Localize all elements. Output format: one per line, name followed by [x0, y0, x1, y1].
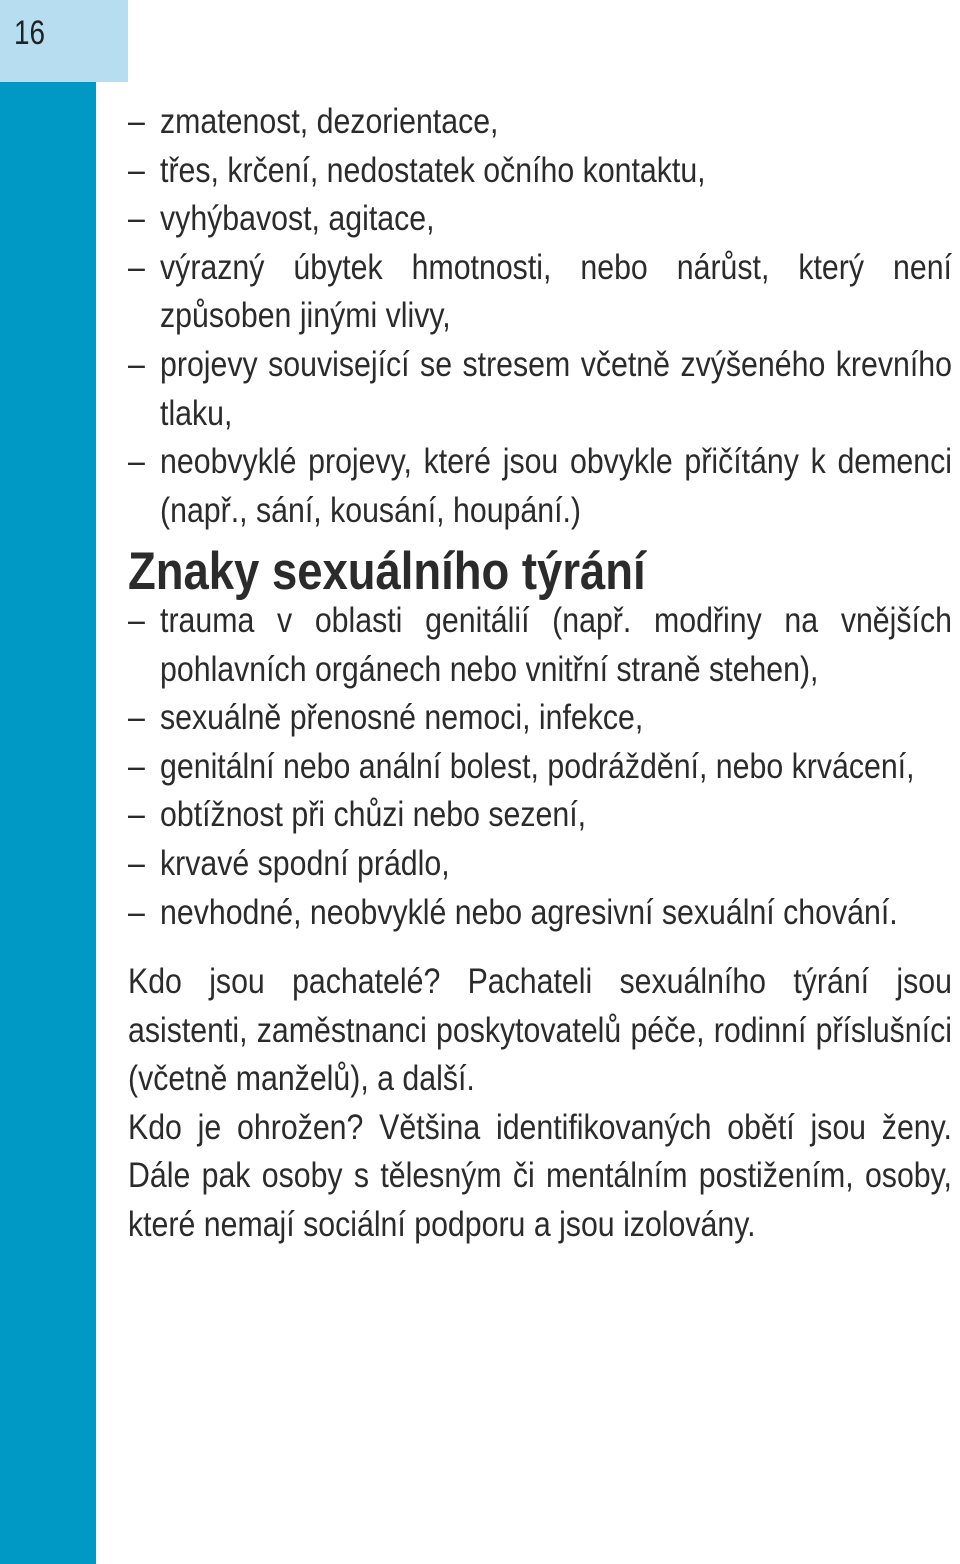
behaviour-signs-list: [128, 98, 952, 535]
list-item: – třes, krčení, nedostatek očního kontaktu,: [128, 147, 952, 196]
section-heading: Znaky sexuálního týrání: [128, 542, 646, 602]
list-item: – výrazný úbytek hmotnosti, nebo nárůst, který není způsoben jinými vlivy,: [128, 244, 952, 341]
list-item: – obtížnost při chůzi nebo sezení,: [128, 791, 952, 840]
list-item: – vyhýbavost, agitace,: [128, 195, 952, 244]
list-item: – krvavé spodní prádlo,: [128, 840, 952, 889]
side-color-bar: [0, 0, 96, 1564]
perpetrators-paragraph: Kdo jsou pachatelé? Pachateli sexuálního týrání jsou asistenti, zaměstnanci poskytovatelů péče, rodinní příslušníci (včetně manželů), a další.: [128, 962, 952, 1099]
list-item: – trauma v oblasti genitálií (např. modřiny na vnějších pohlavních orgánech nebo vnitřní straně stehen),: [128, 597, 952, 694]
at-risk-paragraph: Kdo je ohrožen? Většina identifikovaných obětí jsou ženy. Dále pak osoby s tělesným či mentálním postižením, osoby, které nemají sociální podporu a jsou izolovány.: [128, 1107, 952, 1245]
sexual-abuse-signs-list: [128, 597, 952, 937]
page-number: 16: [14, 14, 46, 52]
list-item: – genitální nebo anální bolest, podráždění, nebo krvácení,: [128, 743, 952, 792]
list-item: – nevhodné, neobvyklé nebo agresivní sexuální chování.: [128, 889, 952, 938]
page-content: [128, 98, 952, 1250]
list-item: – neobvyklé projevy, které jsou obvykle přičítány k demenci (např., sání, kousání, houpání.): [128, 438, 952, 535]
page-number-tab: [0, 0, 128, 82]
list-item: – sexuálně přenosné nemoci, infekce,: [128, 694, 952, 743]
list-item: – zmatenost, dezorientace,: [128, 98, 952, 147]
list-item: – projevy související se stresem včetně zvýšeného krevního tlaku,: [128, 341, 952, 438]
